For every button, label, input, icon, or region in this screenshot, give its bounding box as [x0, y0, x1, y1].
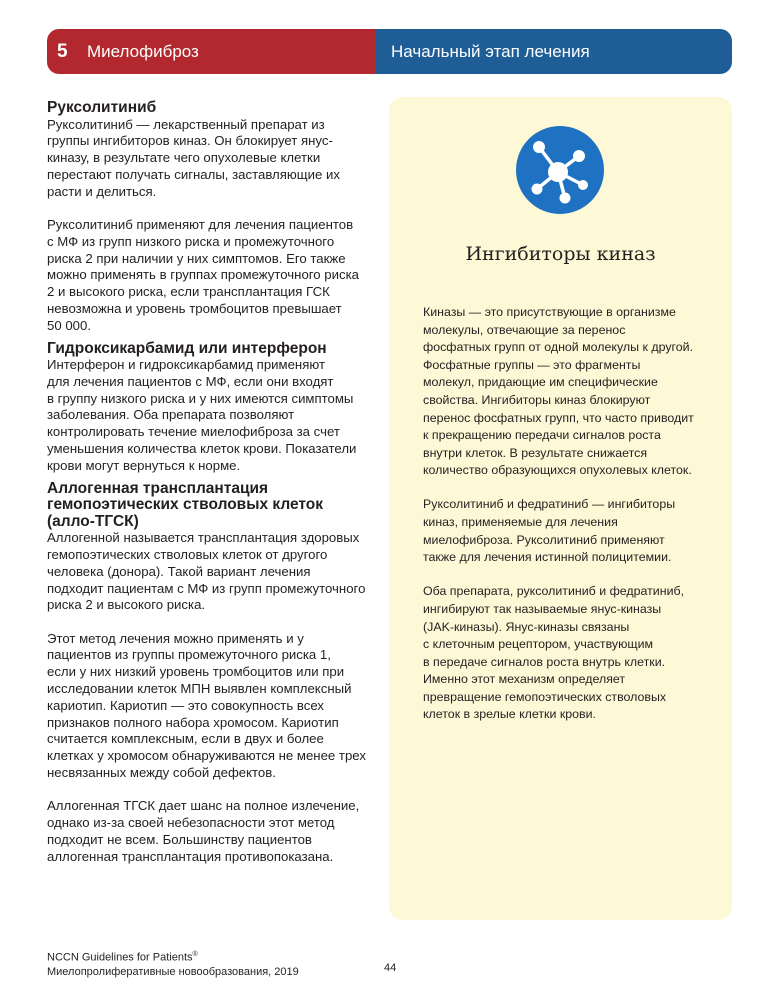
- footer-book-title: Миелопролиферативные новообразования, 2019: [47, 965, 299, 978]
- sidebar-box: [389, 97, 732, 920]
- sidebar-paragraph: Оба препарата, руксолитиниб и федратиниб, ингибируют так называемые янус-киназы (JAK-киназы). Янус-киназы связаны с клеточным рецептором, участвующим в передаче сигналов роста внутрь клетки. Именно этот механизм определяет превращение гемопоэтических стволовых клеток в зрелые клетки крови.: [423, 584, 685, 722]
- section-heading: Руксолитиниб: [47, 99, 157, 116]
- sidebar-body: [423, 304, 713, 724]
- paragraph: Этот метод лечения можно применять и у пациентов из группы промежуточного риска 1, если у них низкий уровень тромбоцитов или при исследовании клеток МПН выявлен комплексный кариотип. Кариотип — это совокупность всех признаков полного набора хромосом. Кариотип считается комплексным, если в двух и более клетках у хромосом обнаруживаются не менее трех несвязанных между собой дефектов.: [47, 630, 366, 780]
- page-number: 44: [384, 962, 397, 974]
- paragraph: Интерферон и гидроксикарбамид применяют для лечения пациентов с МФ, если они входят в группу низкого риска и у них имеются симптомы заболевания. Оба препарата позволяют контролировать течение миелофиброза за счет уменьшения количества клеток крови. Показатели крови могут вернуться к норме.: [47, 357, 357, 473]
- footer: [47, 948, 299, 979]
- molecule-network-icon: [515, 125, 605, 215]
- chapter-tab: [47, 29, 375, 74]
- footer-guidelines: NCCN Guidelines for Patients®: [47, 951, 198, 964]
- paragraph: Руксолитиниб применяют для лечения пациентов с МФ из групп низкого риска и промежуточного риска 2 при наличии у них симптомов. Его также можно применять в группах промежуточного риска 2 и высокого риска, если трансплантация ГСК невозможна и уровень тромбоцитов превышает 50 000.: [47, 216, 359, 333]
- paragraph: Аллогенной называется трансплантация здоровых гемопоэтических стволовых клеток от другого человека (донора). Такой вариант лечения подходит пациентам с МФ из групп промежуточного риска 2 и высокого риска.: [47, 530, 366, 613]
- chapter-number: 5: [57, 40, 68, 62]
- sidebar-title: Ингибиторы киназ: [465, 243, 656, 265]
- sidebar-paragraph: Руксолитиниб и федратиниб — ингибиторы киназ, применяемые для лечения миелофиброза. Руксолитиниб применяют также для лечения истинной полицитемии.: [423, 497, 676, 565]
- section-heading: Гидроксикарбамид или интерферон: [47, 339, 327, 357]
- section-heading: Аллогенная трансплантация гемопоэтических стволовых клеток (алло-ТГСК): [47, 479, 323, 530]
- chapter-header: [47, 29, 732, 74]
- main-column: [47, 100, 377, 865]
- sidebar-paragraph: Киназы — это присутствующие в организме молекулы, отвечающие за перенос фосфатных групп от одной молекулы к другой. Фосфатные группы — это фрагменты молекул, придающие им специфические свойства. Ингибиторы киназ блокируют перенос фосфатных групп, что часто приводит к прекращению передачи сигналов роста внутри клеток. В результате снижается количество образующихся опухолевых клеток.: [423, 305, 694, 478]
- paragraph: Аллогенная ТГСК дает шанс на полное излечение, однако из-за своей небезопасности этот метод подходит не всем. Большинству пациентов аллогенная трансплантация противопоказана.: [47, 798, 360, 864]
- paragraph: Руксолитиниб — лекарственный препарат из группы ингибиторов киназ. Он блокирует янус- киназу, в результате чего опухолевые клетки перестают получать сигналы, заставляющие их расти и делиться.: [47, 116, 340, 199]
- section-title: Начальный этап лечения: [375, 29, 732, 74]
- chapter-title: Миелофиброз: [87, 41, 199, 61]
